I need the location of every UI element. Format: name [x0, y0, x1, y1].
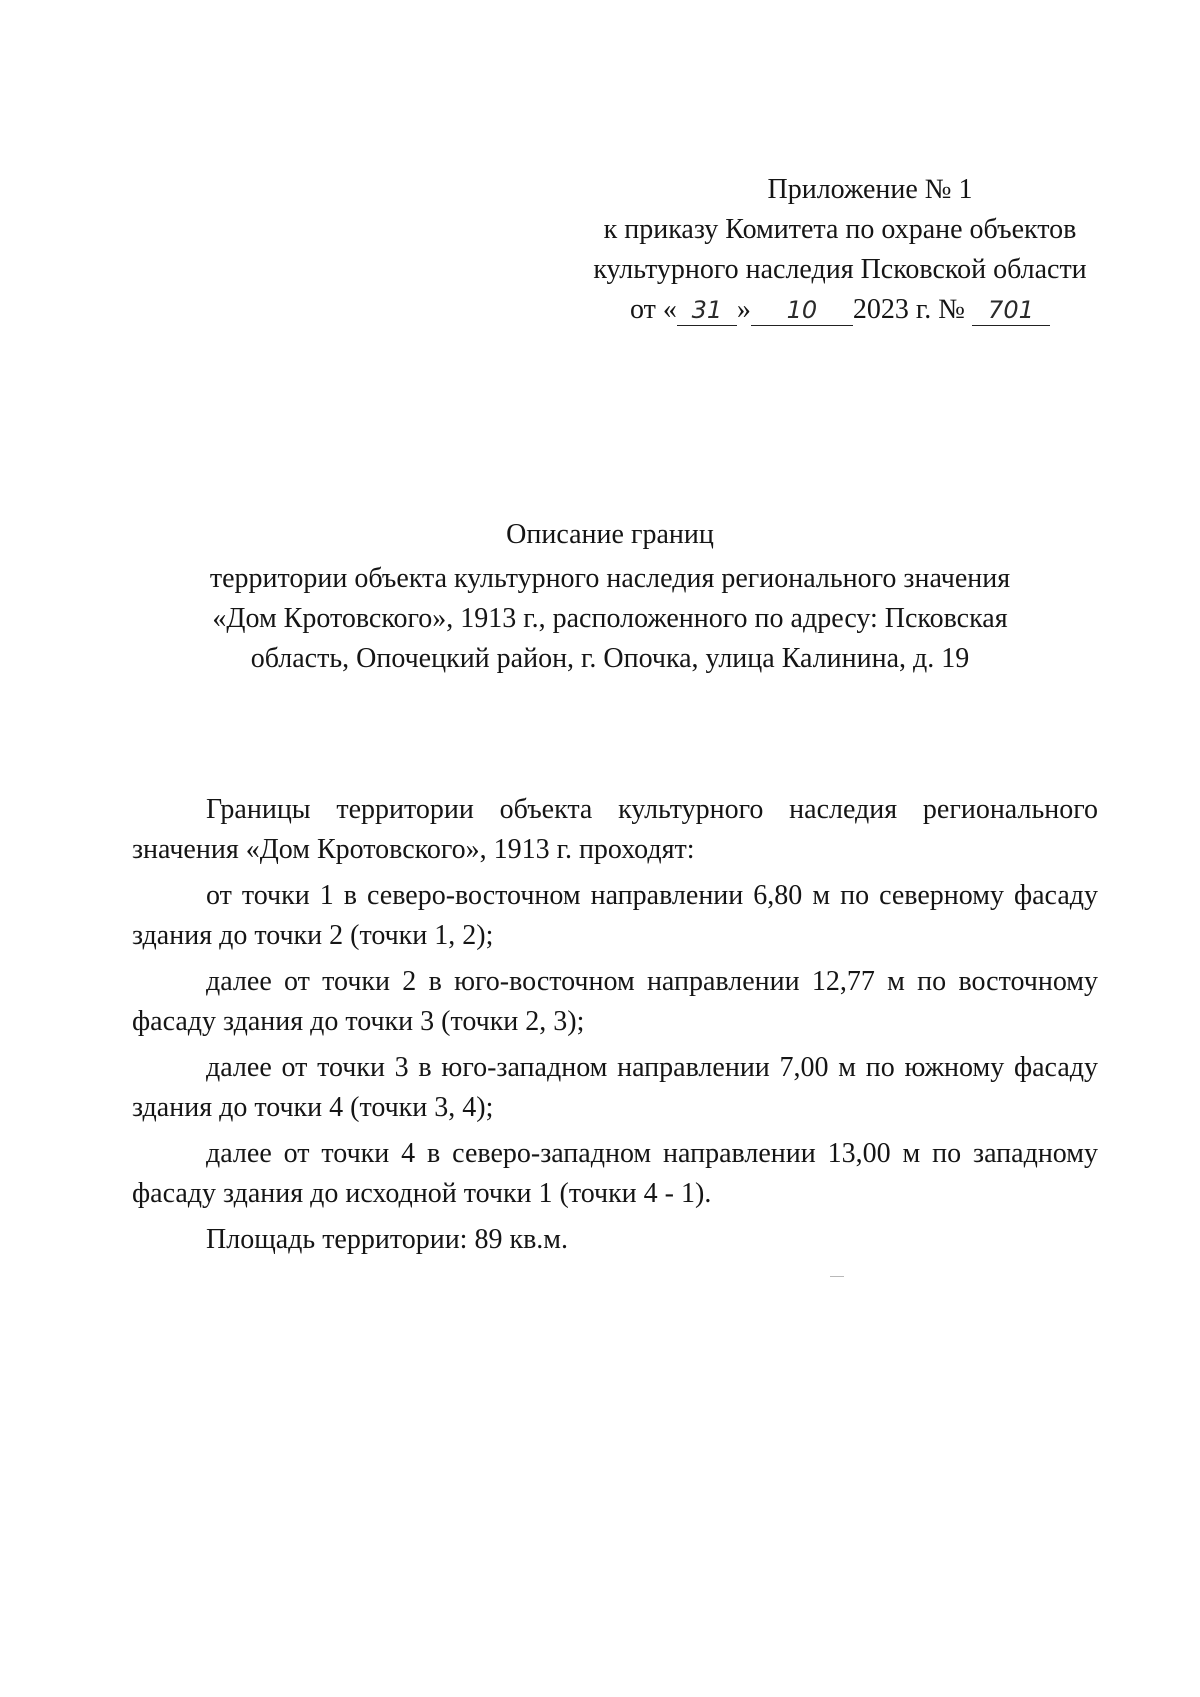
appendix-header [560, 170, 1120, 330]
date-year: 2023 г. № [852, 294, 965, 325]
boundary-segment-4: далее от точки 4 в северо-западном направлении 13,00 м по западному фасаду здания до исходной точки 1 (точки 4 - 1). [132, 1138, 1098, 1209]
title-line-3: «Дом Кротовского», 1913 г., расположенного по адресу: Псковская [212, 603, 1008, 634]
appendix-committee: культурного наследия Псковской области [593, 254, 1087, 285]
document-title [130, 515, 1090, 679]
title-heading: Описание границ [506, 519, 714, 550]
date-day-handwritten: 31 [677, 295, 737, 326]
scan-mark [830, 1276, 844, 1277]
boundary-segment-1: от точки 1 в северо-восточном направлении 6,80 м по северному фасаду здания до точки 2 (точки 1, 2); [132, 880, 1098, 951]
title-line-4: область, Опочецкий район, г. Опочка, улица Калинина, д. 19 [250, 643, 970, 674]
boundary-segment-3: далее от точки 3 в юго-западном направлении 7,00 м по южному фасаду здания до точки 4 (точки 3, 4); [132, 1052, 1098, 1123]
appendix-order-ref: к приказу Комитета по охране объектов [603, 214, 1077, 245]
order-number-handwritten: 701 [972, 295, 1050, 326]
date-prefix: от « [630, 294, 677, 325]
territory-area: Площадь территории: 89 кв.м. [206, 1224, 569, 1255]
date-mid: » [736, 294, 751, 325]
appendix-date-line [560, 290, 1120, 330]
date-month-handwritten: 10 [751, 295, 853, 326]
boundary-segment-2: далее от точки 2 в юго-восточном направлении 12,77 м по восточному фасаду здания до точки 3 (точки 2, 3); [132, 966, 1098, 1037]
intro-paragraph: Границы территории объекта культурного наследия регионального значения «Дом Кротовского», 1913 г. проходят: [132, 794, 1098, 865]
title-line-2: территории объекта культурного наследия регионального значения [209, 563, 1011, 594]
appendix-title: Приложение № 1 [767, 174, 973, 205]
document-body [132, 790, 1098, 1260]
